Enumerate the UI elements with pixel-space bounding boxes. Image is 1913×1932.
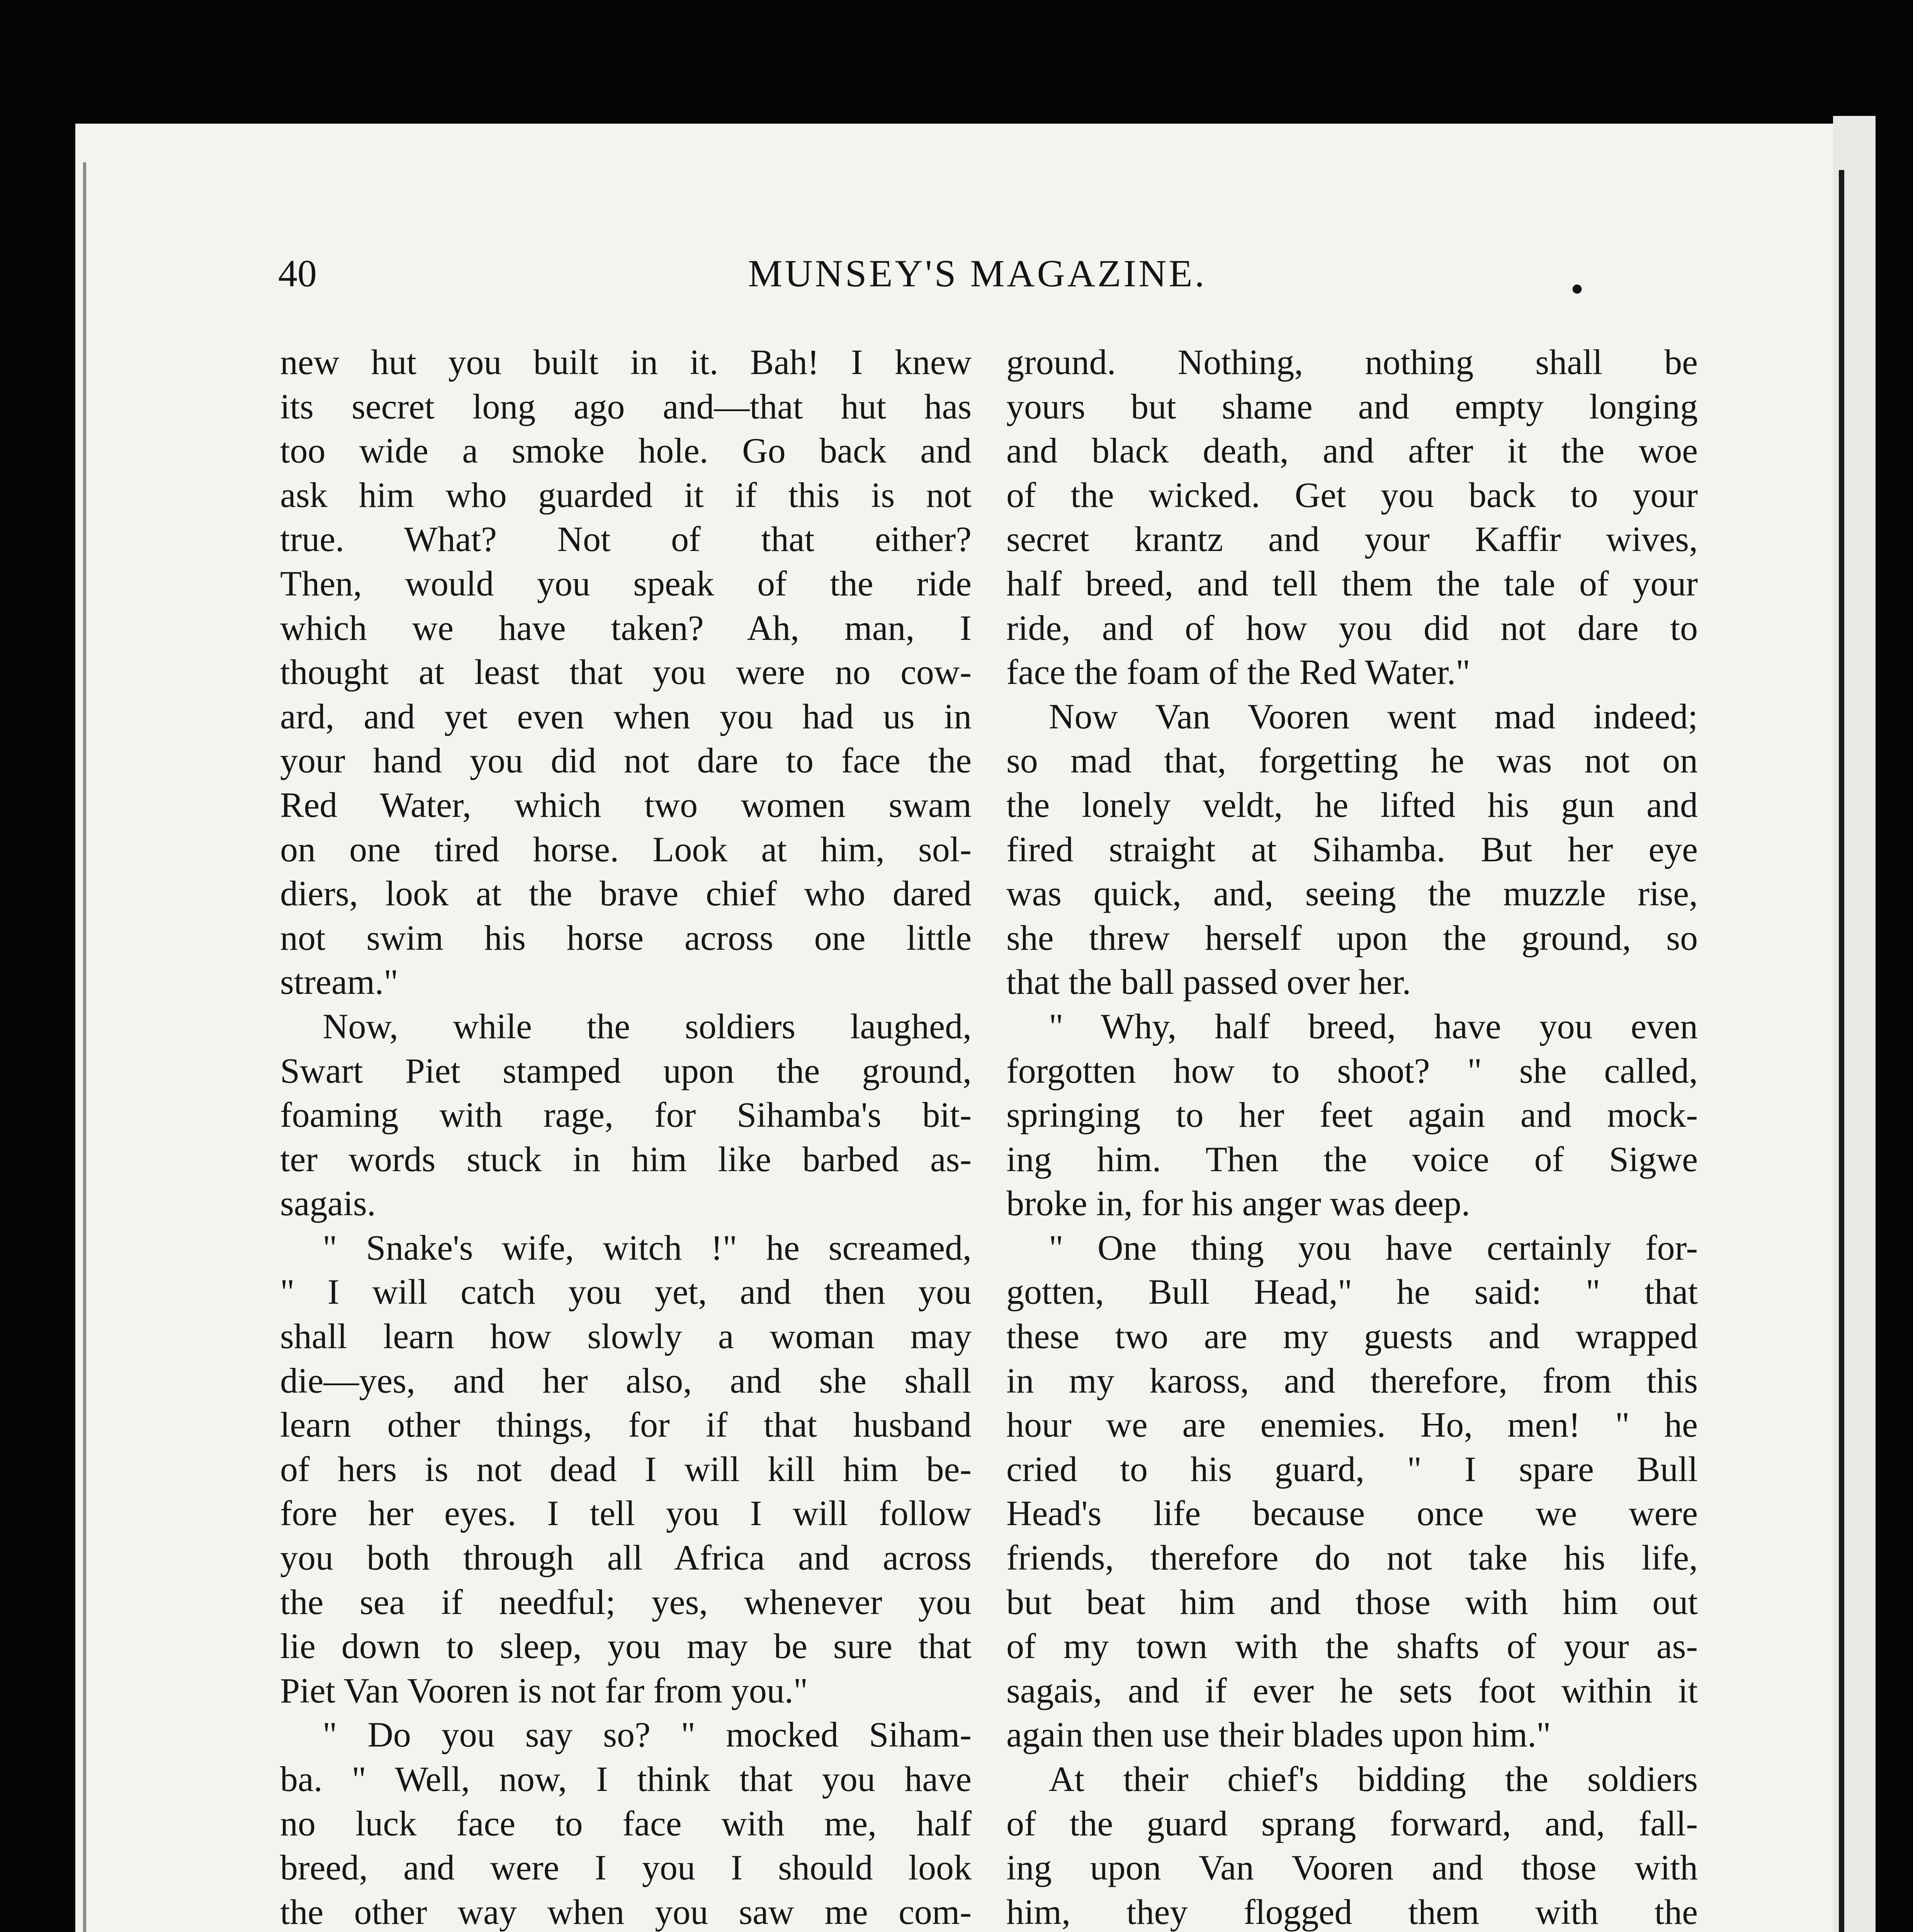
text-line: die—yes, and her also, and she shall bbox=[280, 1361, 972, 1400]
text-line: lie down to sleep, you may be sure that bbox=[280, 1626, 972, 1666]
text-line: no luck face to face with me, half bbox=[280, 1803, 972, 1843]
text-line: learn other things, for if that husband bbox=[280, 1405, 972, 1445]
text-line: At their chief's bidding the soldiers bbox=[1049, 1759, 1698, 1799]
text-line: gotten, Bull Head," he said: " that bbox=[1006, 1272, 1698, 1312]
running-head: MUNSEY'S MAGAZINE. bbox=[748, 252, 1207, 295]
text-line: so mad that, forgetting he was not on bbox=[1006, 741, 1698, 781]
page-number: 40 bbox=[278, 252, 317, 295]
text-line: fore her eyes. I tell you I will follow bbox=[280, 1493, 972, 1533]
text-line: Head's life because once we were bbox=[1006, 1493, 1698, 1533]
text-line: ask him who guarded it if this is not bbox=[280, 475, 972, 515]
text-line: again then use their blades upon him." bbox=[1006, 1715, 1551, 1755]
text-line: secret krantz and your Kaffir wives, bbox=[1006, 519, 1698, 559]
text-line: your hand you did not dare to face the bbox=[280, 741, 972, 781]
text-line: hour we are enemies. Ho, men! " he bbox=[1006, 1405, 1698, 1445]
paragraph bbox=[1006, 694, 1698, 1004]
text-line: cried to his guard, " I spare Bull bbox=[1006, 1449, 1698, 1489]
text-line: shall learn how slowly a woman may bbox=[280, 1316, 972, 1356]
text-line: of the wicked. Get you back to your bbox=[1006, 475, 1698, 515]
text-line: she threw herself upon the ground, so bbox=[1006, 918, 1698, 957]
text-line: the lonely veldt, he lifted his gun and bbox=[1006, 785, 1698, 825]
text-line: of the guard sprang forward, and, fall- bbox=[1006, 1803, 1698, 1843]
text-line: on one tired horse. Look at him, sol- bbox=[280, 829, 972, 869]
text-line: not swim his horse across one little bbox=[280, 918, 972, 957]
text-line: new hut you built in it. Bah! I knew bbox=[280, 342, 972, 382]
text-line: that the ball passed over her. bbox=[1006, 962, 1411, 1002]
spine-line bbox=[83, 162, 86, 1932]
text-line: him, they flogged them with the bbox=[1006, 1892, 1698, 1932]
text-line: but beat him and those with him out bbox=[1006, 1582, 1698, 1622]
text-line: ard, and yet even when you had us in bbox=[280, 696, 972, 736]
text-line: yours but shame and empty longing bbox=[1006, 386, 1698, 426]
text-line: Now, while the soldiers laughed, bbox=[323, 1006, 972, 1046]
text-line: half breed, and tell them the tale of your bbox=[1006, 563, 1698, 603]
text-line: ride, and of how you did not dare to bbox=[1006, 608, 1698, 648]
text-line: " Snake's wife, witch !" he screamed, bbox=[323, 1228, 972, 1267]
text-line: Then, would you speak of the ride bbox=[280, 563, 972, 603]
text-line: ing upon Van Vooren and those with bbox=[1006, 1848, 1698, 1888]
text-line: foaming with rage, for Sihamba's bit- bbox=[280, 1095, 972, 1135]
left-column bbox=[280, 340, 972, 1932]
text-line: ing him. Then the voice of Sigwe bbox=[1006, 1139, 1698, 1179]
text-line: diers, look at the brave chief who dared bbox=[280, 874, 972, 913]
text-line: in my kaross, and therefore, from this bbox=[1006, 1361, 1698, 1400]
text-line: " I will catch you yet, and then you bbox=[280, 1272, 972, 1312]
text-line: sagais. bbox=[280, 1184, 376, 1223]
text-line: true. What? Not of that either? bbox=[280, 519, 972, 559]
text-line: Now Van Vooren went mad indeed; bbox=[1049, 696, 1698, 736]
text-line: forgotten how to shoot? " she called, bbox=[1006, 1051, 1698, 1090]
text-line: was quick, and, seeing the muzzle rise, bbox=[1006, 874, 1698, 913]
text-line: these two are my guests and wrapped bbox=[1006, 1316, 1698, 1356]
text-line: Piet Van Vooren is not far from you." bbox=[280, 1670, 808, 1710]
paragraph bbox=[280, 1226, 972, 1713]
text-line: springing to her feet again and mock- bbox=[1006, 1095, 1698, 1135]
text-line: you both through all Africa and across bbox=[280, 1538, 972, 1578]
text-line: ba. " Well, now, I think that you have bbox=[280, 1759, 972, 1799]
text-line: " Do you say so? " mocked Siham- bbox=[323, 1715, 972, 1755]
text-line: " One thing you have certainly for- bbox=[1049, 1228, 1698, 1267]
text-line: its secret long ago and—that hut has bbox=[280, 386, 972, 426]
paragraph bbox=[1006, 1226, 1698, 1757]
paragraph bbox=[280, 340, 972, 1004]
right-column bbox=[1006, 340, 1698, 1932]
text-line: ter words stuck in him like barbed as- bbox=[280, 1139, 972, 1179]
paragraph bbox=[1006, 340, 1698, 694]
text-line: broke in, for his anger was deep. bbox=[1006, 1184, 1470, 1223]
text-line: Red Water, which two women swam bbox=[280, 785, 972, 825]
text-line: of my town with the shafts of your as- bbox=[1006, 1626, 1698, 1666]
text-line: " Why, half breed, have you even bbox=[1049, 1006, 1698, 1046]
text-line: face the foam of the Red Water." bbox=[1006, 652, 1470, 692]
text-line: Swart Piet stamped upon the ground, bbox=[280, 1051, 972, 1090]
paragraph bbox=[1006, 1757, 1698, 1932]
text-line: which we have taken? Ah, man, I bbox=[280, 608, 972, 648]
text-line: and black death, and after it the woe bbox=[1006, 431, 1698, 471]
text-line: the sea if needful; yes, whenever you bbox=[280, 1582, 972, 1622]
text-line: sagais, and if ever he sets foot within it bbox=[1006, 1670, 1698, 1710]
paragraph bbox=[280, 1004, 972, 1226]
text-line: of hers is not dead I will kill him be- bbox=[280, 1449, 972, 1489]
paragraph bbox=[1006, 1004, 1698, 1226]
text-line: too wide a smoke hole. Go back and bbox=[280, 431, 972, 471]
text-line: stream." bbox=[280, 962, 398, 1002]
header-dot: • bbox=[1570, 267, 1584, 310]
paragraph bbox=[280, 1713, 972, 1932]
page-header bbox=[278, 251, 1677, 310]
text-line: breed, and were I you I should look bbox=[280, 1848, 972, 1888]
page-edge-line bbox=[1839, 170, 1844, 1932]
text-line: friends, therefore do not take his life, bbox=[1006, 1538, 1698, 1578]
text-line: thought at least that you were no cow- bbox=[280, 652, 972, 692]
text-line: ground. Nothing, nothing shall be bbox=[1006, 342, 1698, 382]
text-line: fired straight at Sihamba. But her eye bbox=[1006, 829, 1698, 869]
text-line: the other way when you saw me com- bbox=[280, 1892, 972, 1932]
